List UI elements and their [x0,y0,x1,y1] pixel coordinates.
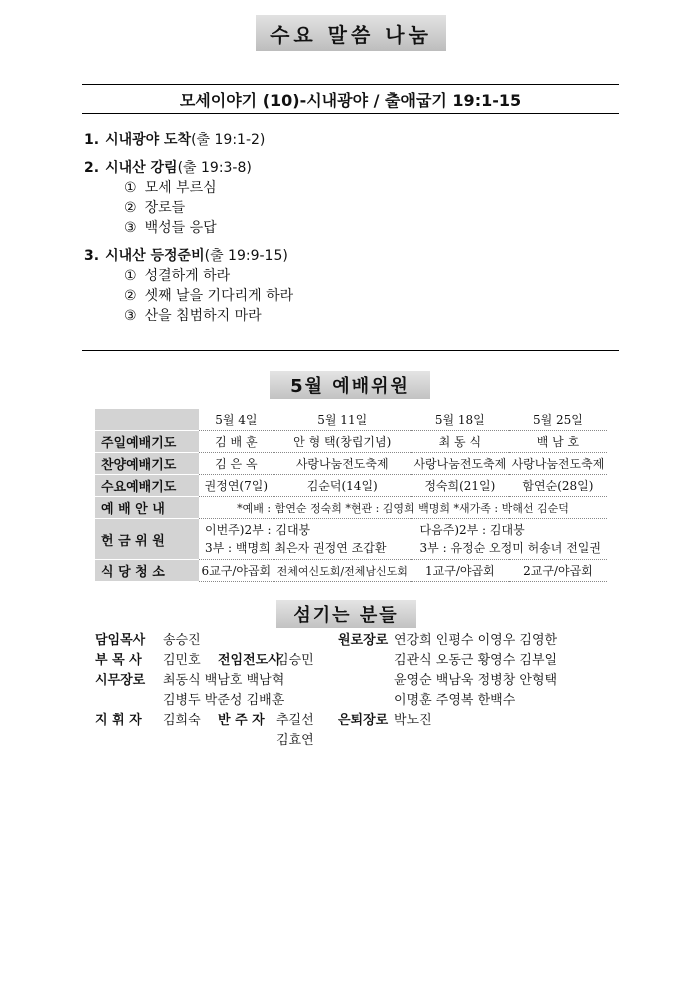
table-row [95,453,607,475]
staff-names: 연강희 인평수 이영우 김영한 [394,633,558,648]
staff-names: 최동식 백남호 백남혁 [163,673,285,688]
table-cell: 권정연(7일) [199,475,274,497]
sub-mark: ① [124,180,137,196]
table-cell: 안 형 택(창립기념) [274,431,411,453]
offering-line: 3부 : 백명희 최은자 권정연 조갑환 [205,541,387,555]
point-ref: (출 19:3-8) [177,160,252,176]
staff-names: 김관식 오동근 황영수 김부일 [394,653,558,668]
section-divider [82,350,619,351]
table-cell: 2교구/야곱회 [509,560,607,582]
sub-text: 셋째 날을 기다리게 하라 [144,288,294,304]
outline-point-2 [84,158,604,178]
staff-entry [338,691,515,711]
staff-role: 시무장로 [95,673,146,688]
point-ref: (출 19:1-2) [191,132,266,148]
guide-note: *예배 : 함연순 정숙희 *현관 : 김영희 백명희 *새가족 : 박해선 김순덕 [199,497,607,519]
staff-entry [338,671,557,691]
table-cell: 김순덕(14일) [274,475,411,497]
page-title: 수요 말씀 나눔 [270,22,432,47]
sub-mark: ③ [124,220,137,236]
outline-point-1 [84,130,604,150]
offering-line: 3부 : 유정순 오정미 허송녀 전일권 [419,541,601,555]
table-cell: 김 은 옥 [199,453,274,475]
sermon-outline [84,130,604,326]
table-row [95,497,607,519]
offering-cell [199,519,607,560]
table-cell: 함연순(28일) [509,475,607,497]
sub-mark: ② [124,200,137,216]
table-row [95,560,607,582]
staff-entry [95,671,284,691]
staff-entry [95,651,201,671]
staff-names: 윤영순 백남욱 정병창 안형택 [394,673,558,688]
staff-entry [218,731,314,751]
date-cell: 5월 11일 [274,409,411,431]
point-number: 1. [84,132,100,148]
offering-box [201,521,605,557]
outline-sub-item [84,266,604,286]
staff-entry [338,711,432,731]
staff-names: 박노진 [394,713,432,728]
date-cell: 5월 4일 [199,409,274,431]
worship-section-title: 5월 예배위원 [270,371,430,399]
row-label: 주일예배기도 [95,431,199,453]
sub-text: 백성들 응답 [144,220,217,236]
staff-names: 이명훈 주영복 한백수 [394,693,516,708]
point-number: 3. [84,248,100,264]
table-cell: 1교구/야곱회 [411,560,509,582]
row-label: 식 당 청 소 [95,560,199,582]
staff-role: 원로장로 [338,633,389,648]
worship-table [95,409,607,582]
staff-names: 추길선 [276,713,314,728]
row-label: 헌 금 위 원 [95,519,199,560]
staff-entry [338,651,557,671]
table-row [95,519,607,560]
outline-sub-item [84,198,604,218]
staff-names: 김민호 [163,653,201,668]
staff-names: 송승진 [163,633,201,648]
point-number: 2. [84,160,100,176]
row-label: 수요예배기도 [95,475,199,497]
outline-sub-item [84,218,604,238]
staff-entry [95,631,201,651]
offering-line: 다음주)2부 : 김대붕 [419,523,525,537]
staff-entry [218,711,314,731]
staff-role: 전임전도사 [218,653,281,668]
table-cell: 김 배 훈 [199,431,274,453]
staff-entry [95,711,201,731]
table-cell: 사랑나눔전도축제 [274,453,411,475]
staff-role: 담임목사 [95,633,146,648]
outline-sub-item [84,178,604,198]
table-cell: 6교구/야곱회 [199,560,274,582]
sub-text: 산을 침범하지 마라 [144,308,262,324]
point-title: 시내산 강림 [105,160,178,176]
table-cell: 사랑나눔전도축제 [509,453,607,475]
table-cell: 백 남 호 [509,431,607,453]
point-title: 시내산 등정준비 [105,248,205,264]
point-title: 시내광야 도착 [105,132,192,148]
table-cell: 전체여신도회/전체남신도회 [274,560,411,582]
table-row [95,475,607,497]
staff-names: 김희숙 [163,713,201,728]
staff-names: 김승민 [276,653,314,668]
table-cell: 최 동 식 [411,431,509,453]
outline-sub-item [84,286,604,306]
table-row [95,431,607,453]
date-cell: 5월 18일 [411,409,509,431]
corner-cell [95,409,199,431]
row-label: 찬양예배기도 [95,453,199,475]
sub-mark: ② [124,288,137,304]
date-cell: 5월 25일 [509,409,607,431]
staff-role: 반 주 자 [218,713,265,728]
staff-role: 지 휘 자 [95,713,142,728]
sub-text: 성결하게 하라 [144,268,231,284]
table-row [95,409,607,431]
staff-entry [95,691,284,711]
staff-entry [218,651,314,671]
outline-point-3 [84,246,604,266]
offering-next-week [420,521,601,557]
offering-line: 이번주)2부 : 김대붕 [205,523,311,537]
staff-names: 김병두 박준성 김배훈 [163,693,285,708]
staff-names: 김효연 [276,733,314,748]
sermon-heading: 모세이야기 (10)-시내광야 / 출애굽기 19:1-15 [82,84,619,114]
point-ref: (출 19:9-15) [204,248,288,264]
outline-sub-item [84,306,604,326]
staff-entry [338,631,557,651]
offering-this-week [205,521,386,557]
sub-text: 장로들 [144,200,186,216]
staff-role: 은퇴장로 [338,713,389,728]
sub-mark: ① [124,268,137,284]
header-banner [256,15,446,51]
row-label: 예 배 안 내 [95,497,199,519]
staff-section-title: 섬기는 분들 [276,600,416,628]
sub-text: 모세 부르심 [144,180,217,196]
table-cell: 정숙희(21일) [411,475,509,497]
sub-mark: ③ [124,308,137,324]
table-cell: 사랑나눔전도축제 [411,453,509,475]
staff-role: 부 목 사 [95,653,142,668]
